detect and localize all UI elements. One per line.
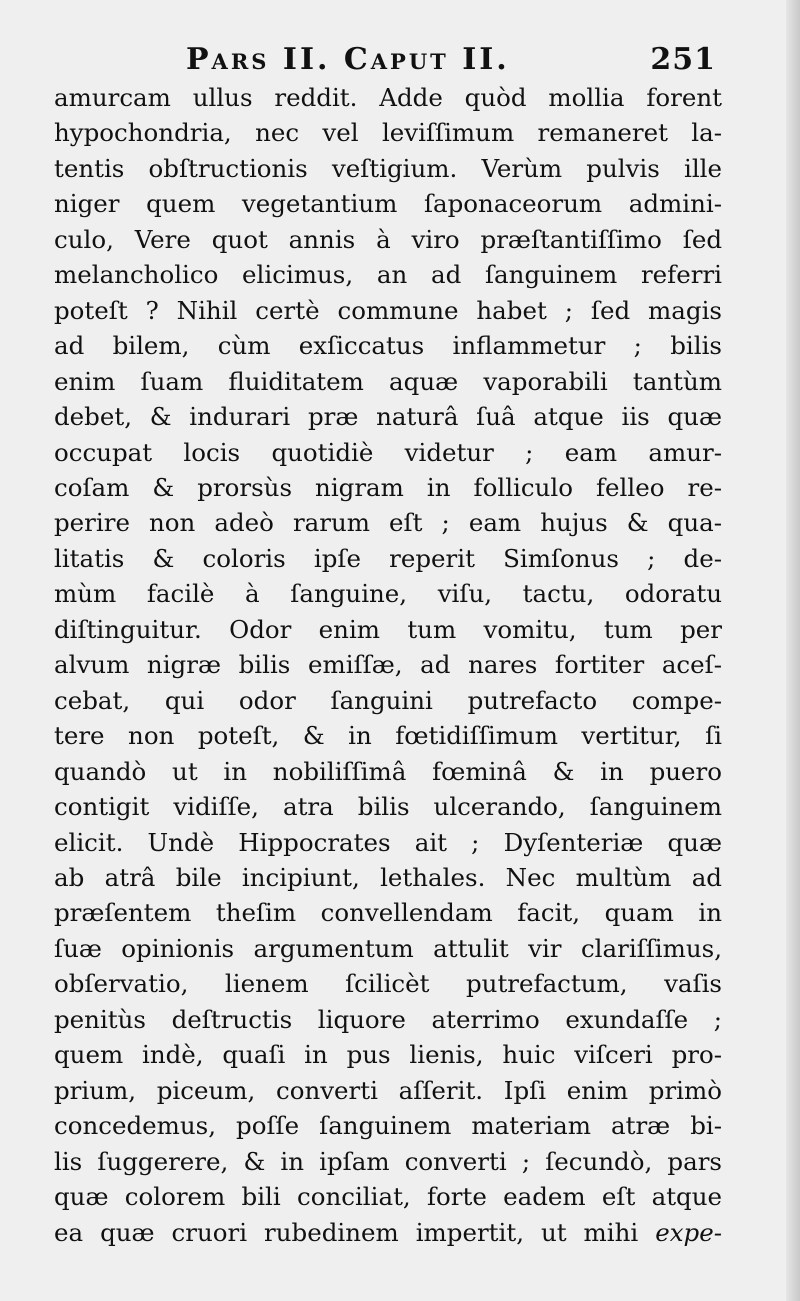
- text-line-last-roman: ea quæ cruori rubedinem impertit, ut mihi: [54, 1217, 639, 1247]
- text-line: alvum nigræ bilis emiſſæ, ad nares fortiter aceſ-: [54, 650, 722, 680]
- text-line: tentis obſtructionis veſtigium. Verùm pulvis ille: [54, 153, 722, 183]
- text-line: melancholico elicimus, an ad ſanguinem referri: [54, 260, 722, 290]
- text-line: præſentem theſim convellendam facit, quam in: [54, 898, 722, 928]
- text-line: quem indè, quaſi in pus lienis, huic viſceri pro-: [54, 1040, 722, 1070]
- text-line: enim ſuam fluiditatem aquæ vaporabili tantùm: [54, 366, 722, 396]
- text-line: contigit vidiſſe, atra bilis ulcerando, ſanguinem: [54, 792, 722, 822]
- page-edge-shadow: [786, 0, 800, 1301]
- text-line: poteſt ? Nihil certè commune habet ; ſed magis: [54, 295, 722, 325]
- text-line: concedemus, poſſe ſanguinem materiam atræ bi-: [54, 1111, 722, 1141]
- running-head: Pars II. Caput II.: [186, 42, 510, 77]
- text-line: tere non poteſt, & in fœtidiſſimum vertitur, ſi: [54, 721, 722, 751]
- text-line: ad bilem, cùm exſiccatus inflammetur ; bilis: [54, 331, 722, 361]
- body-text: [54, 80, 722, 1250]
- text-line: debet, & indurari præ naturâ ſuâ atque iis quæ: [54, 402, 722, 432]
- text-line: diſtinguitur. Odor enim tum vomitu, tum per: [54, 614, 722, 644]
- text-line: lis ſuggerere, & in ipſam converti ; ſecundò, pars: [54, 1146, 722, 1176]
- text-line: litatis & coloris ipſe reperit Simſonus ; de-: [54, 543, 722, 573]
- text-line: mùm facilè à ſanguine, viſu, tactu, odoratu: [54, 579, 722, 609]
- text-line: quæ colorem bili conciliat, forte eadem eſt atque: [54, 1182, 722, 1212]
- page-header: [186, 38, 746, 82]
- text-line: culo, Vere quot annis à viro præſtantiſſimo ſed: [54, 224, 722, 254]
- text-line: penitùs deſtructis liquore aterrimo exundaſſe ;: [54, 1004, 722, 1034]
- text-line: niger quem vegetantium ſaponaceorum admini-: [54, 189, 722, 219]
- text-line: hypochondria, nec vel leviſſimum remaneret la-: [54, 118, 722, 148]
- text-line: elicit. Undè Hippocrates ait ; Dyſenteriæ quæ: [54, 827, 722, 857]
- text-line: cebat, qui odor ſanguini putrefacto compe-: [54, 685, 722, 715]
- text-line: prium, piceum, converti aſſerit. Ipſi enim primò: [54, 1075, 722, 1105]
- text-line: ſuæ opinionis argumentum attulit vir clariſſimus,: [54, 933, 722, 963]
- text-line-last: [54, 1215, 722, 1250]
- text-line: amurcam ullus reddit. Adde quòd mollia forent: [54, 83, 722, 112]
- text-line: quandò ut in nobiliſſimâ fœminâ & in puero: [54, 756, 722, 786]
- page-number: 251: [650, 42, 716, 77]
- text-line: perire non adeò rarum eſt ; eam hujus & qua-: [54, 508, 722, 538]
- text-line-last-italic: expe-: [655, 1217, 722, 1247]
- text-line: obſervatio, lienem ſcilicèt putrefactum, vaſis: [54, 969, 722, 999]
- text-line: coſam & prorsùs nigram in folliculo felleo re-: [54, 472, 722, 502]
- text-line: occupat locis quotidiè videtur ; eam amur-: [54, 437, 722, 467]
- text-line: ab atrâ bile incipiunt, lethales. Nec multùm ad: [54, 862, 722, 892]
